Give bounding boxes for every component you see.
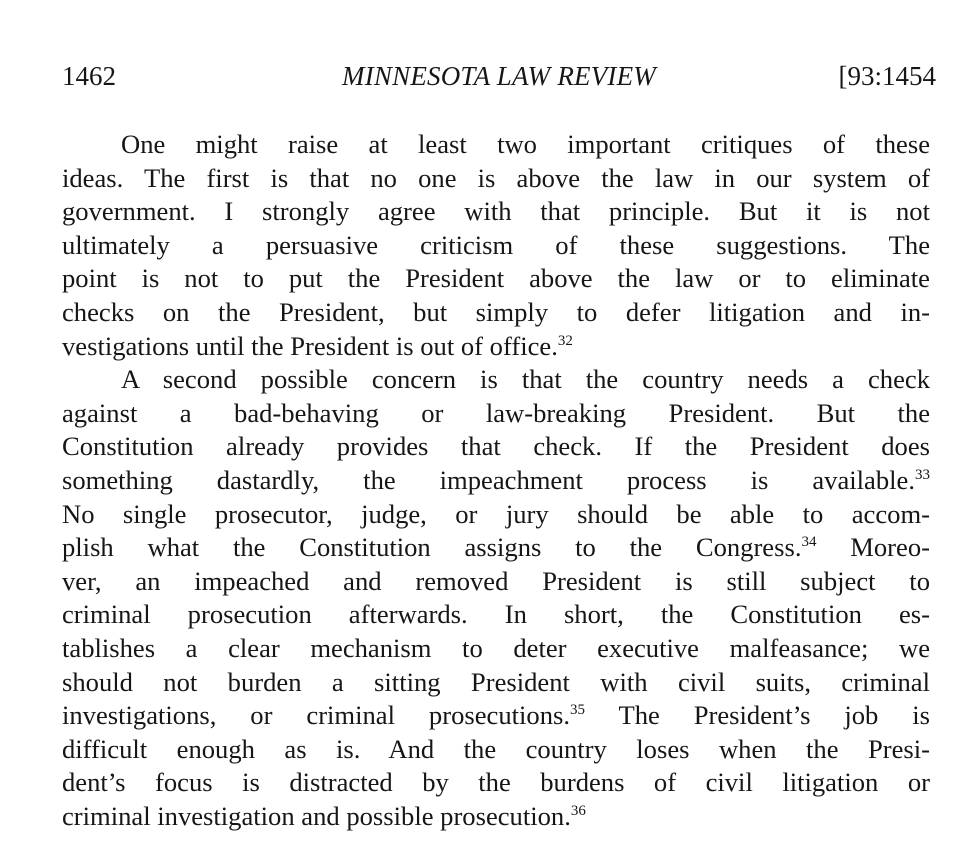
text-line [62,464,930,498]
footnote-marker[interactable]: 33 [915,466,930,483]
line-text: criminal investigation and possible prosecution. [62,800,571,831]
text-line [62,262,930,296]
line-text: difficult enough as is. And the country loses when the Presi- [62,733,930,764]
paragraph [62,363,930,833]
line-text: Constitution already provides that check. If the President does [62,431,930,462]
running-header [62,56,936,96]
paragraph [62,128,930,363]
line-text-continued: Moreo- [816,532,930,563]
text-line [62,363,930,397]
text-line [62,766,930,800]
text-line [62,733,930,767]
text-line [62,632,930,666]
line-text: something dastardly, the impeachment process is available. [62,464,915,495]
volume-citation: [93:1454 [838,61,936,91]
line-text: ver, an impeached and removed President is still subject to [62,565,930,596]
line-text: One might raise at least two important critiques of these [121,129,930,159]
line-text-continued: The President’s job is [585,700,930,731]
line-text: point is not to put the President above the law or to eliminate [62,263,930,294]
line-text: investigations, or criminal prosecutions. [62,700,570,731]
line-text: criminal prosecution afterwards. In short, the Constitution es- [62,599,930,630]
text-line [62,430,930,464]
text-line [62,162,930,196]
line-text: plish what the Constitution assigns to the Congress. [62,532,802,563]
text-line [62,397,930,431]
line-text: should not burden a sitting President with civil suits, criminal [62,666,930,697]
footnote-marker[interactable]: 36 [570,802,586,819]
text-line [62,128,930,162]
text-line [62,229,930,263]
text-line [62,330,930,364]
line-text: dent’s focus is distracted by the burdens of civil litigation or [62,767,930,798]
text-line [62,195,930,229]
text-line [62,498,930,532]
line-text: A second possible concern is that the country needs a check [121,364,930,395]
text-line [62,598,930,632]
line-text: government. I strongly agree with that principle. But it is not [62,196,930,227]
body-text [62,128,930,833]
page-number: 1462 [62,61,116,91]
line-text: No single prosecutor, judge, or jury should be able to accom- [62,498,930,529]
line-text: ideas. The first is that no one is above the law in our system of [62,162,930,193]
text-line [62,800,930,834]
line-text: vestigations until the President is out of office. [62,330,558,361]
line-text: tablishes a clear mechanism to deter executive malfeasance; we [62,632,930,663]
footnote-marker[interactable]: 34 [801,534,817,551]
line-text: against a bad-behaving or law-breaking President. But the [62,397,930,428]
text-line [62,666,930,700]
text-line [62,699,930,733]
text-line [62,296,930,330]
line-text: ultimately a persuasive criticism of these suggestions. The [62,229,930,260]
footnote-marker[interactable]: 32 [557,332,573,349]
line-text: checks on the President, but simply to defer litigation and in- [62,296,930,327]
journal-title: MINNESOTA LAW REVIEW [342,61,656,91]
text-line [62,531,930,565]
text-line [62,565,930,599]
footnote-marker[interactable]: 35 [570,702,585,719]
